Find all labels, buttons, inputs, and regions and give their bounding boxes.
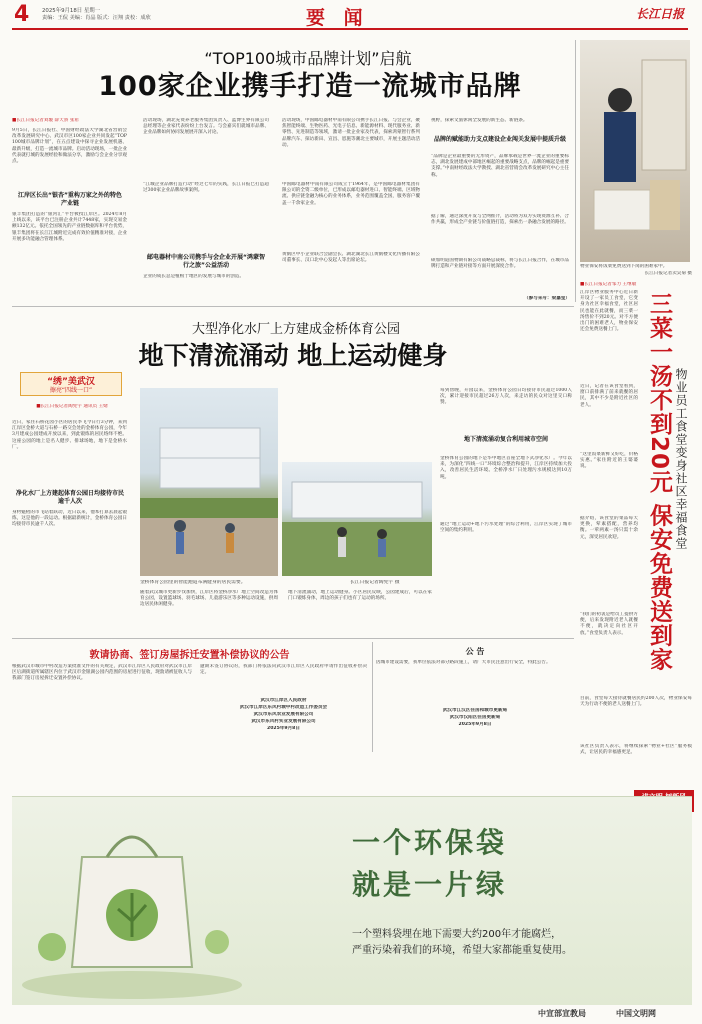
header-rule bbox=[12, 28, 688, 30]
public-notice-date: 2025年9月8日 bbox=[458, 722, 492, 727]
park-col4b: 金桥体育公园的地下是华中地区首座全地下式净化水厂。今年以来，为深化“四线一口”环境综合整治和提升，江岸区持续加大投入，改善居民生活环境。全桥净水厂日处理污水规模达到10万吨。 bbox=[440, 456, 572, 480]
top100-col4c: 据了解，通过深度开发与全网推介，活动将为双方实现资源互补、合作共赢，形成全产业链与价值链打造，探索出一条融合发展的路径。 bbox=[431, 214, 569, 226]
top100-subhead-2: 邮电器材中南公司携手与会企业开展“鸿蒙智行之旅”公益活动 bbox=[147, 254, 265, 269]
canteen-col3: 该社区负责人表示，将继续探索“物业+社区”服务模式，让居民的幸福感更足。 bbox=[580, 744, 692, 756]
park-photo-2-caption: 长江日报记者陶宪宇 摄 bbox=[350, 580, 400, 585]
canteen-photo-credit: 长江日报记者卖吴菊 摄 bbox=[644, 271, 692, 276]
series-badge-title: “绣”美武汉 bbox=[47, 377, 95, 387]
canteen-photo bbox=[580, 40, 690, 262]
eco-ad-title-2: 就是一片绿 bbox=[352, 868, 508, 901]
top100-subhead-3: 品牌的赋能助力支点建设企业闯关发展中提质升级 bbox=[434, 136, 567, 143]
top100-col2: 活动现场，湖北充资养老服务集团负责人、蓝博生界有限公司总经理等企业家代表纷纷上台发言。与会嘉宾们就城市品牌、企业品牌如何协同发展展开深入讨论。 bbox=[143, 118, 269, 136]
eco-bag-illustration bbox=[12, 797, 252, 1005]
park-photo-1-art bbox=[140, 388, 278, 576]
park-photo-1-caption: 金桥体育公园里的智能跑道布满健身的居民需要。 bbox=[140, 580, 246, 585]
top100-col2c: 企业的成长总是植根于地区的发展与城市的创造。 bbox=[143, 274, 245, 279]
top100-col3b: 中国邮电器材中南有限公司成立于1964年，是中国邮电器材集团有限公司的全资二级单位，已形成以邮电器材进口、智能终端、区域物流、供应链金融为核心的业务体系，业务范围覆盖全国，服务客户覆盖一千余家企业。 bbox=[282, 182, 420, 206]
top100-col1: 9月5日，长江日报社、中国财经政法大学湖北省营销会改革发展研究中心、武汉市区100家企业共同发起“TOP100城市品牌计划”，在五点建设中探寻企业发展机遇、最新升级，打造一流城市品牌。启动活动现场，一批企业代表就打城的发展经验和做法分享，激励与会企业分享观点。 bbox=[12, 128, 127, 165]
top100-kicker: “TOP100城市品牌计划”启航 bbox=[204, 49, 412, 68]
park-col2: 随着武汉城市更新步伐加快，江岸区将金桥净水厂地上空间改造为体育公园，设置篮球场、羽毛球场、儿童游乐区等多种运动设施，供周边居民休闲健身。 bbox=[140, 590, 278, 608]
canteen-col2c: 目前，食堂每天接待就餐居民约200人次，物业保安每天为行动不便的老人送餐上门。 bbox=[580, 696, 692, 708]
park-col4c: 通过“地上运动+地下污水处理”的综合利用，江岸区实现了城市空间的集约利用。 bbox=[440, 522, 572, 534]
park-col1b: 身材魁梧的市飞站着跃动，近日以来，他本打算去晨起锻炼，这是他的一段运动。根据最新统计，金桥体育公园日均接待市民逾千人次。 bbox=[12, 510, 127, 528]
top100-col3c: 黄鹤区中小企业联合会副会长、湖北湖北长江黄鹤楼文化传播有限公司董事长、汉口北中心发起人等出席论坛。 bbox=[282, 252, 420, 264]
eco-ad-sub-2: 严重污染着我们的环境，希望大家都能重复使用。 bbox=[352, 945, 572, 956]
canteen-col2b: “我们的初衷是给员工提供方便，后来发现附近老人就餐不便，就决定向社区开放。”食堂负责人表示。 bbox=[580, 612, 638, 636]
public-notice-title: 公 告 bbox=[465, 647, 485, 656]
eco-bag-ad bbox=[12, 796, 692, 1005]
park-col4: 每到傍晚，开园以来，金桥体育公园日均接待市民超过1000人次，累计迎接市民超过26万人次，来走访的民众对这里交口称赞。 bbox=[440, 388, 572, 406]
top100-col4b: “品牌是企业最重要的无形资产，品牌承载是世界一流企业的重要标志，湖北发展建成中部地区崛起的重要战略支点，品牌的崛起是重要支撑。”中南财经政法大学教授、湖北省营销会改革发展研究中心主任称。 bbox=[431, 154, 569, 178]
footer-left: 中宣部宣教局 bbox=[538, 1009, 586, 1018]
canteen-col1b: 近日，记者在该食堂看到，窗口前排满了前来就餐的居民，其中不少是附近社区的老人。 bbox=[580, 384, 638, 408]
canteen-photo-art bbox=[580, 40, 690, 262]
issue-date: 2025年9月18日 星期一 bbox=[42, 8, 101, 14]
page-header bbox=[0, 0, 702, 30]
canteen-col1c: “这里饭菜新鲜又好吃，价格实惠。”家住附近的王婆婆说。 bbox=[580, 452, 638, 470]
relocation-notice-body: 根据武汉市城市中村改造方案批准文件的有关规定，武汉市江岸区人民政府对武汉市江岸区后湖街道所属辖区内位于武汉市金银湖公园内范围的房屋进行征收，现敦请被征收人与我部门签订房屋拆迁安置补偿协议。 bbox=[12, 664, 192, 682]
relocation-notice-body-2: 逾期未签订协议的，我部门将依法向武汉市江岸区人民政府申请作出征收补偿决定。 bbox=[200, 664, 367, 676]
public-notice-signer-2: 武汉市汉阳区住房更新局 bbox=[449, 715, 501, 720]
top100-col4d: 硕加明道国物期有限公司战略总裁称，将与长江日报合作，在城市品牌打造和产业链对接等方面开展深度合作。 bbox=[431, 258, 569, 270]
relocation-notice-signer-4: 武汉市东风村实业发展有限公司 bbox=[251, 719, 316, 724]
top100-title: 100家企业携手打造一流城市品牌 bbox=[98, 71, 522, 102]
editors-line: 责编：王侃 美编：肖晶 版式：汪翔 责校：成欣 bbox=[42, 15, 151, 21]
canteen-byline: ■长江日报记者邹力 王继敏 bbox=[580, 282, 637, 287]
canteen-col2: 据介绍，该食堂的菜品每天更换，荤素搭配，营养均衡。一荤两素一汤只需十余元，深受居民欢迎。 bbox=[580, 516, 638, 540]
eco-ad-sub-1: 一个塑料袋埋在地下需要大约200年才能腐烂， bbox=[352, 929, 562, 940]
park-photo-1 bbox=[140, 388, 278, 576]
park-subhead-2: 地下清流涌动复合利用城市空间 bbox=[463, 436, 548, 443]
relocation-notice-title: 敦请协商、签订房屋拆迁安置补偿协议的公告 bbox=[89, 650, 290, 661]
park-subhead-1: 净化水厂上方建起体育公园日均接待市民逾千人次 bbox=[16, 490, 125, 505]
relocation-notice-signer-1: 武汉市江岸区人民政府 bbox=[260, 698, 307, 703]
canteen-subtitle: 物业员工食堂变身社区幸福食堂 bbox=[674, 368, 688, 550]
top100-col4: 视野，探索文旅休闲全发展的新生态、新链条。 bbox=[431, 118, 528, 123]
top100-col1b: 银丰集团打造的“银河汇”平台被授江岸区。2024年8月上线以来，该平台已注册企业共计7448家，实现交易金额132亿元。依托全国领先的产业链数据库和平台优势，银丰集团将在长江江城附近完成有效价值精准对接，企业开展多功能融合管理体系。 bbox=[12, 212, 127, 242]
relocation-notice-signer-2: 武汉市江岸区东风村城中村改造工作委员会 bbox=[239, 705, 328, 710]
park-photo-2 bbox=[282, 462, 432, 576]
public-notice bbox=[376, 642, 574, 752]
top100-byline: ■长江日报记者刘璇 薛天骄 张希 bbox=[12, 118, 79, 123]
canteen-col1: 江岸区物业服务中心近日新开设了一家员工食堂，它变身为社区幸福食堂，社区居民也能在此就餐，而三菜一汤售价不到20元。对不方便出门的困难老人，物业保安还会免费送餐上门。 bbox=[580, 290, 638, 333]
top100-col3: 活动现场，中国邮电器材中南有限公司携手长江日报、与会企业，聚焦智能终端、生物医药、光电子信息、新能源材料、现代服务业、新零售、先进制造等领域，激请一批企业家及代表，探索鸿蒙智行系列品牌汽车、探访新田、宣昌、恩施等潮北主要城市，开展主题活动活动。 bbox=[282, 118, 420, 148]
page-number: 4 bbox=[14, 2, 30, 27]
park-col1: 近日，家住石桥花园小区的居民李飞今日行3分钟，来到江岸区金桥大道与石桥一路交会处的金桥体育公园，今年3月建成公园建成开放以来，到此锻炼的居民络绎不绝。这座公园的地上是名人健步、排球场地，地下是金桥水厂。 bbox=[12, 420, 127, 450]
canteen-photo-caption: 物业保安将饭菜免费送到下岗的困难家中。 bbox=[580, 264, 668, 269]
park-title: 地下清流涌动 地上运动健身 bbox=[138, 341, 448, 370]
series-badge-sub: 擦亮“四线一口” bbox=[49, 387, 93, 394]
relocation-notice-signer-3: 武汉市东风农业发展有限公司 bbox=[253, 712, 314, 717]
park-photo-2-art bbox=[282, 462, 432, 576]
park-byline: ■长江日报记者陶宪宇 通讯员 王婧 bbox=[36, 404, 108, 409]
top100-col2b: “江城企业品牌打造行动”经过七年的实践，长江日报已打造超过300家企业品牌故事案例。 bbox=[143, 182, 269, 194]
park-kicker: 大型净化水厂上方建成金桥体育公园 bbox=[191, 322, 400, 337]
top100-signoff: （参与采写：梁嘉莹） bbox=[524, 296, 570, 301]
series-badge bbox=[20, 372, 122, 396]
relocation-notice bbox=[12, 642, 367, 794]
public-notice-signer-1: 武汉市江汉区住房和城市更新局 bbox=[442, 708, 508, 713]
canteen-title: 三菜一汤不到20元 保安免费送到家 bbox=[646, 292, 672, 672]
footer-right: 中国文明网 bbox=[616, 1009, 656, 1018]
park-col3: 地下清流涌动，地上运动健身。小区居民反映，公园建成后，可以在家门口锻炼身体，周边的孩子们也有了运动的场所。 bbox=[288, 590, 432, 602]
newspaper-logo: 长江日报 bbox=[636, 7, 685, 21]
top100-subhead-1: 江岸区长出“银杏”重构万家之外的特色产业链 bbox=[18, 192, 122, 207]
eco-ad-title-1: 一个环保袋 bbox=[352, 826, 508, 859]
public-notice-body: 因城市建设需要，我单位依法对部分路段施工，请广大市民注意出行安全，特此公告。 bbox=[376, 660, 551, 665]
relocation-notice-date: 2025年9月8日 bbox=[267, 726, 300, 731]
canteen-title-block bbox=[643, 288, 693, 688]
section-title: 要 闻 bbox=[306, 7, 369, 29]
